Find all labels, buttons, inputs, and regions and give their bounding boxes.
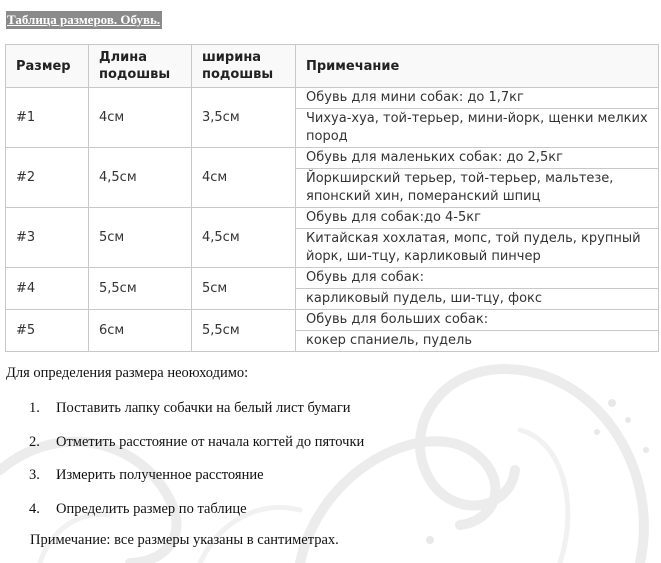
list-item bbox=[16, 398, 364, 432]
cell-size: #3 bbox=[6, 208, 89, 268]
table-row bbox=[6, 208, 659, 229]
cell-note-breeds: Чихуа-хуа, той-терьер, мини-йорк, щенки мелких пород bbox=[296, 109, 659, 148]
cell-width: 3,5см bbox=[192, 88, 296, 148]
cell-size: #4 bbox=[6, 268, 89, 310]
step-number: 4. bbox=[29, 500, 40, 517]
cell-size: #2 bbox=[6, 148, 89, 208]
header-size: Размер bbox=[6, 45, 89, 88]
cell-width: 5,5см bbox=[192, 310, 296, 352]
cell-note-breeds: Йоркширский терьер, той-терьер, мальтезе, японский хин, померанский шпиц bbox=[296, 169, 659, 208]
cell-note-weight: Обувь для маленьких собак: до 2,5кг bbox=[296, 148, 659, 169]
table-row bbox=[6, 148, 659, 169]
step-number: 1. bbox=[29, 400, 40, 416]
table-row bbox=[6, 310, 659, 331]
footnote: Примечание: все размеры указаны в сантиметрах. bbox=[30, 532, 339, 548]
list-item bbox=[16, 499, 364, 533]
cell-length: 5,5см bbox=[89, 268, 192, 310]
cell-size: #1 bbox=[6, 88, 89, 148]
cell-note-breeds: кокер спаниель, пудель bbox=[296, 331, 659, 352]
cell-width: 4,5см bbox=[192, 208, 296, 268]
header-note: Примечание bbox=[296, 45, 659, 88]
step-text: Определить размер по таблице bbox=[56, 500, 247, 517]
step-number: 3. bbox=[29, 467, 40, 483]
cell-width: 5см bbox=[192, 268, 296, 310]
cell-note-weight: Обувь для собак: bbox=[296, 268, 659, 289]
cell-length: 4см bbox=[89, 88, 192, 148]
cell-length: 5см bbox=[89, 208, 192, 268]
instructions-intro: Для определения размера неоюходимо: bbox=[6, 365, 249, 381]
table-header-row bbox=[6, 45, 659, 88]
cell-width: 4см bbox=[192, 148, 296, 208]
cell-note-weight: Обувь для собак:до 4-5кг bbox=[296, 208, 659, 229]
cell-length: 4,5см bbox=[89, 148, 192, 208]
cell-note-weight: Обувь для больших собак: bbox=[296, 310, 659, 331]
list-item bbox=[16, 432, 364, 466]
cell-length: 6см bbox=[89, 310, 192, 352]
step-number: 2. bbox=[29, 433, 40, 450]
table-row bbox=[6, 88, 659, 109]
step-text: Измерить полученное расстояние bbox=[56, 467, 264, 483]
cell-note-breeds: Китайская хохлатая, мопс, той пудель, крупный йорк, ши-тцу, карликовый пинчер bbox=[296, 229, 659, 268]
step-text: Поставить лапку собачки на белый лист бумаги bbox=[56, 400, 351, 416]
cell-note-weight: Обувь для мини собак: до 1,7кг bbox=[296, 88, 659, 109]
list-item bbox=[16, 465, 364, 499]
cell-note-breeds: карликовый пудель, ши-тцу, фокс bbox=[296, 289, 659, 310]
cell-size: #5 bbox=[6, 310, 89, 352]
header-sole-width: ширина подошвы bbox=[192, 45, 296, 88]
page-title: Таблица размеров. Обувь. bbox=[7, 12, 161, 27]
size-table bbox=[5, 44, 659, 352]
instructions-list bbox=[16, 398, 364, 532]
table-row bbox=[6, 268, 659, 289]
step-text: Отметить расстояние от начала когтей до пяточки bbox=[56, 433, 365, 450]
header-sole-length: Длина подошвы bbox=[89, 45, 192, 88]
